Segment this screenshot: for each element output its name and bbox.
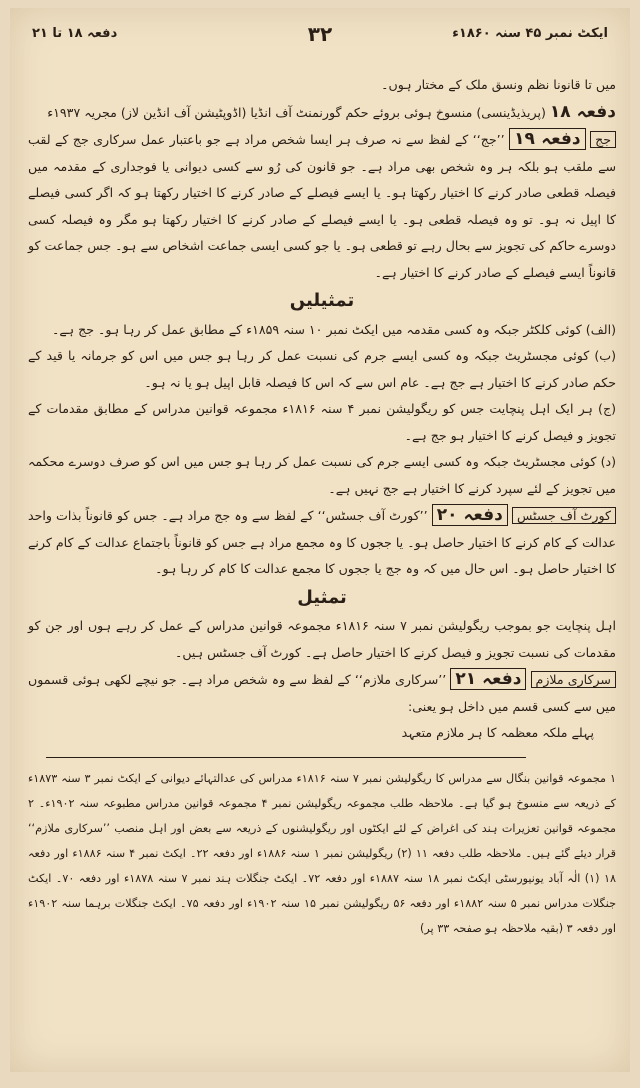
document-page [10, 8, 630, 1072]
section-18-text: (پریذیڈینسی) منسوخ ہوئی بروئے حکم گورنمنٹ آف انڈیا (اڈوپٹیشن آف انڈین لاز) مجریہ ۱۹۳۷ء [47, 104, 546, 120]
section-range: دفعہ ۱۸ تا ۲۱ [32, 26, 118, 41]
section-20-text: ’’کورٹ آف جسٹس‘‘ کے لفظ سے وہ جج مراد ہے۔ جس کو قانوناً بذات واحد عدالت کے کام کرنے کا اختیار حاصل ہو۔ یا ججوں کا وہ مجمع مراد ہے جس کو قانوناً باجتماع عدالت کے کام کرنے کا اختیار حاصل ہو۔ اس حال میں کہ وہ جج یا ججوں کا مجمع عدالت کا کام کر رہا ہو۔ [28, 508, 616, 576]
illustration-a: (الف) کوئی کلکٹر جبکہ وہ کسی مقدمہ میں ایکٹ نمبر ۱۰ سنہ ۱۸۵۹ء کے مطابق عمل کر رہا ہو۔ جج ہے۔ [51, 321, 616, 337]
section-19-label: دفعہ ۱۹ [509, 128, 586, 150]
illustration-b: (ب) کوئی مجسٹریٹ جبکہ وہ کسی ایسے جرم کی نسبت عمل کر رہا ہو جس میں اس کو جرمانہ یا قید کے حکم صادر کرنے کا اختیار ہے جج ہے۔ عام اس سے کہ اس کا فیصلہ قابل اپیل ہو یا نہ ہو۔ [28, 348, 616, 390]
section-20-marginal: کورٹ آف جسٹس [512, 507, 616, 524]
section-21-text: ’’سرکاری ملازم‘‘ کے لفظ سے وہ شخص مراد ہے۔ جو نیچے لکھی ہوئی قسموں میں سے کسی قسم میں داخل ہو یعنی: [28, 672, 616, 714]
section-21-label: دفعہ ۲۱ [450, 668, 526, 690]
illustration-d: (د) کوئی مجسٹریٹ جبکہ وہ کسی ایسے جرم کی نسبت عمل کر رہا ہو جس میں اس کو صرف دوسرے محکمہ میں تجویز کے لئے سپرد کرنے کا اختیار ہے جج نہیں ہے۔ [28, 454, 616, 496]
section-18-label: دفعہ ۱۸ [549, 101, 616, 122]
footnote-divider [46, 757, 526, 758]
footnotes [28, 766, 616, 941]
illustration-c: (ج) ہر ایک اہل پنچایت جس کو ریگولیشن نمبر ۴ سنہ ۱۸۱۶ء مجموعہ قوانین مدراس کے مطابق مقدمات کے تجویز و فیصل کرنے کا اختیار ہو جج ہے۔ [28, 401, 616, 443]
footnote-1: ۱ مجموعہ قوانین بنگال سے مدراس کا ریگولیشن نمبر ۷ سنہ ۱۸۱۶ء مدراس کی عدالتہائے دیوانی کے ایکٹ نمبر ۳ سنہ ۱۸۷۳ء کے ذریعہ سے منسوخ ہو گیا ہے۔ ملاحظہ طلب مجموعہ ریگولیشن نمبر ۴ مجموعہ قوانین مدراس مطبوعہ سنہ ۱۹۰۲ء۔ ۲ مجموعہ قوانین تعزیرات ہند کی اغراض کے لئے ایکٹوں اور ریگولیشنوں کے ذریعہ سے بعض اور اہل منصب ’’سرکاری ملازم‘‘ قرار دیئے گئے ہیں۔ ملاحظہ طلب دفعہ ۱۱ (۲) ریگولیشن نمبر ۱ سنہ ۱۸۸۶ء اور دفعہ ۲۲۔ ایکٹ نمبر ۴ سنہ ۱۸۸۶ء اور دفعہ ۱۸ (۱) الٰہ آباد یونیورسٹی ایکٹ نمبر ۱۸ سنہ ۱۸۸۷ء اور دفعہ ۷۲۔ ایکٹ جنگلات ہند نمبر ۷ سنہ ۱۸۷۸ء اور دفعہ ۷۰۔ ایکٹ جنگلات مدراس نمبر ۵ سنہ ۱۸۸۲ء اور دفعہ ۵۶ ریگولیشن نمبر ۱۵ سنہ ۱۹۰۲ء اور دفعہ ۷۵۔ ایکٹ جنگلات برہما سنہ ۱۹۰۲ء اور دفعہ ۳ (بقیہ ملاحظہ ہو صفحہ ۳۳ پر) [28, 771, 617, 935]
page-number: ۳۲ [307, 22, 333, 46]
act-reference: ایکٹ نمبر ۴۵ سنہ ۱۸۶۰ء [452, 26, 608, 41]
section-21 [28, 666, 616, 720]
section-21-marginal: سرکاری ملازم [531, 671, 616, 688]
illustrations-heading: تمثیلیں [289, 290, 355, 311]
section-20-label: دفعہ ۲۰ [432, 504, 508, 526]
section-18 [28, 99, 616, 127]
intro-line: میں تا قانونا نظم ونسق ملک کے مختار ہوں۔ [381, 77, 616, 92]
page-body [10, 72, 630, 941]
illustration-heading: تمثیل [297, 586, 347, 608]
page-header [10, 22, 630, 50]
illustration-text: اہل پنچایت جو بموجب ریگولیشن نمبر ۷ سنہ ۱۸۱۶ء مجموعہ قوانین مدراس کے عمل کر رہے ہوں اور جن کو مقدمات کی نسبت تجویز و فیصل کرنے کا اختیار حاصل ہے۔ کورٹ آف جسٹس ہیں۔ [28, 618, 616, 660]
section-20 [28, 502, 616, 583]
section-19-text: ’’جج‘‘ کے لفظ سے نہ صرف ہر ایسا شخص مراد ہے جو باعتبار عمل سرکاری جج کے لقب سے ملقب ہو بلکہ ہر وہ شخص بھی مراد ہے۔ جو قانون کی رُو سے کسی دیوانی یا فوجداری کے مقدمہ میں فیصلہ قطعی صادر کرنے کا اختیار رکھتا ہو۔ یا ایسے فیصلے کے صادر کرنے کا اختیار رکھتا ہو کہ اگر کسی فیصلے کا اپیل نہ ہو۔ تو وہ فیصلہ قطعی ہو۔ یا ایسے فیصلے کے صادر کرنے کا اختیار رکھتا ہو مگر وہ فیصلہ کسی دوسرے حاکم کی تجویز سے بحال رہے تو قطعی ہو۔ یا جو کسی ایسی جماعت اشخاص سے ہو۔ جس جماعت کو قانوناً ایسے فیصلے کے صادر کرنے کا اختیار ہے۔ [28, 132, 616, 280]
section-19-marginal: جج [590, 131, 616, 148]
section-21-first-clause: پہلے ملکہ معظمہ کا ہر ملازم متعہد [401, 725, 594, 740]
section-19 [28, 126, 616, 286]
